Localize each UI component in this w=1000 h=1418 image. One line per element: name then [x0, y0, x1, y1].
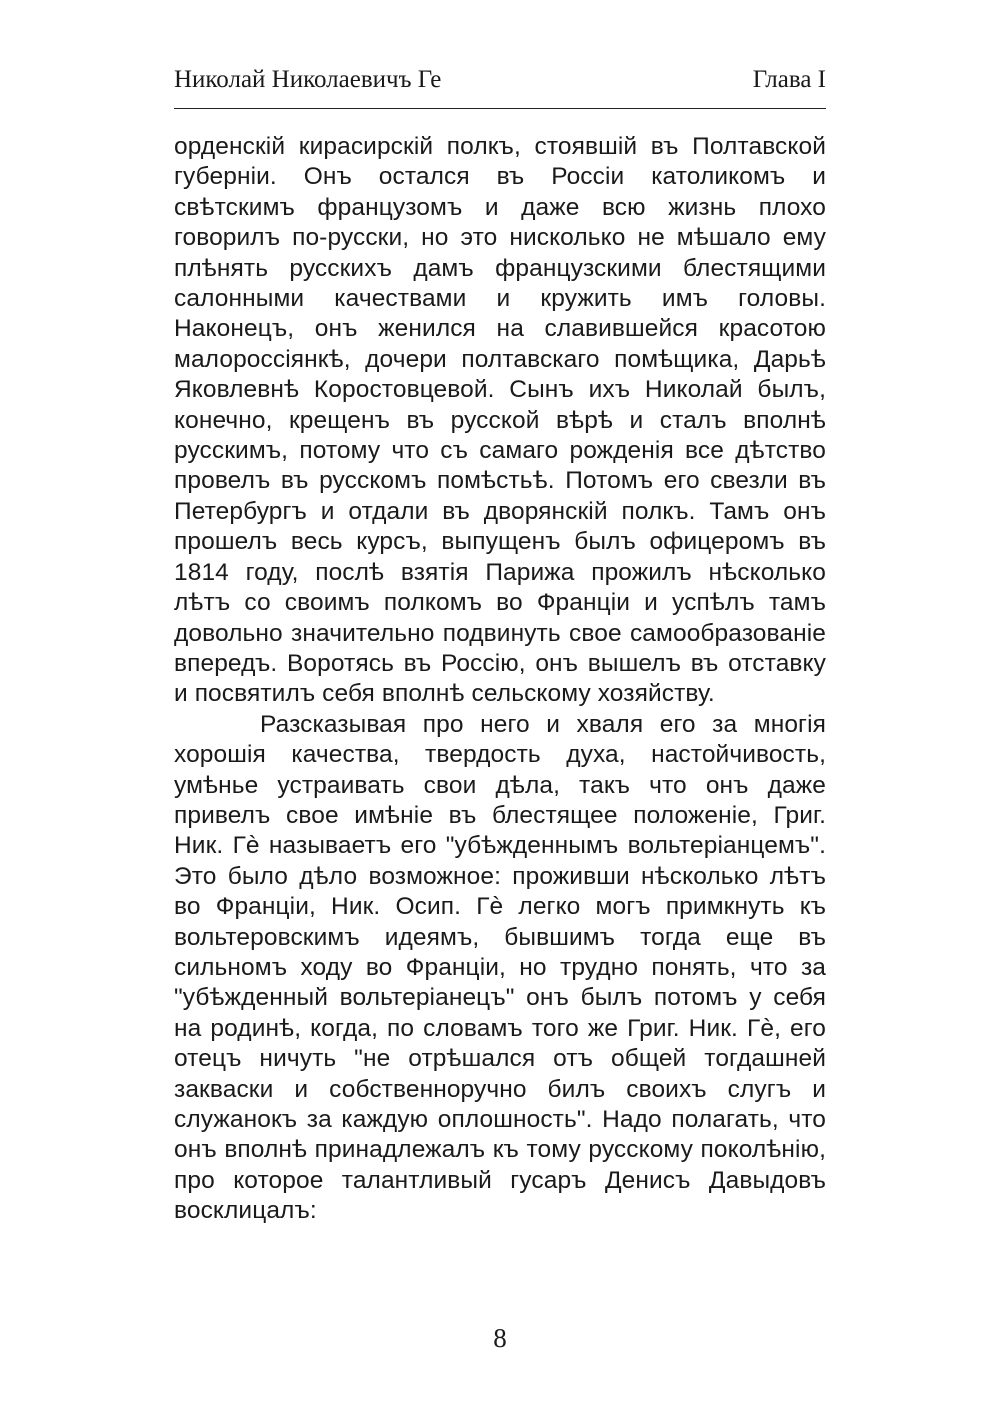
- page-number: 8: [493, 1323, 507, 1353]
- body-text: [174, 132, 826, 1227]
- paragraph-continued: орденскій кирасирскій полкъ, стоявшій въ Полтавской губерніи. Онъ остался въ Россіи католикомъ и свѣтскимъ французомъ и даже всю жизнь плохо говорилъ по-русски, но это нисколько не мѣшало ему плѣнять русскихъ дамъ французскими блестящими салонными качествами и кружить имъ головы. Наконецъ, онъ женился на славившейся красотою малороссіянкѣ, дочери полтавскаго помѣщика, Дарьѣ Яковлевнѣ Коростовцевой. Сынъ ихъ Николай былъ, конечно, крещенъ въ русской вѣрѣ и сталъ вполнѣ русскимъ, потому что съ самаго рожденія все дѣтство провелъ въ русскомъ помѣстьѣ. Потомъ его свезли въ Петербургъ и отдали въ дворянскій полкъ. Тамъ онъ прошелъ весь курсъ, выпущенъ былъ офицеромъ въ 1814 году, послѣ взятія Парижа прожилъ нѣсколько лѣтъ со своимъ полкомъ во Франціи и успѣлъ тамъ довольно значительно подвинуть свое самообразованіе впередъ. Воротясь въ Россію, онъ вышелъ въ отставку и посвятилъ себя вполнѣ сельскому хозяйству.: [174, 133, 826, 708]
- running-header: [174, 64, 826, 96]
- paragraph: Разсказывая про него и хваля его за многія хорошія качества, твердость духа, настойчивость, умѣнье устраивать свои дѣла, такъ что онъ даже привелъ свое имѣніе въ блестящее положеніе, Григ. Ник. Гè называетъ его "убѣжденнымъ вольтеріанцемъ". Это было дѣло возможное: проживши нѣсколько лѣтъ во Франціи, Ник. Осип. Гè легко могъ примкнуть къ вольтеровскимъ идеямъ, бывшимъ тогда еще въ сильномъ ходу во Франціи, но трудно понять, что за "убѣжденный вольтеріанецъ" онъ былъ потомъ у себя на родинѣ, когда, по словамъ того же Григ. Ник. Гè, его отецъ ничуть "не отрѣшался отъ общей тогдашней закваски и собственноручно билъ своихъ слугъ и служанокъ за каждую оплошность". Надо полагать, что онъ вполнѣ принадлежалъ къ тому русскому поколѣнію, про которое талантливый гусаръ Денисъ Давыдовъ восклицалъ:: [174, 710, 826, 1225]
- header-author: Николай Николаевичъ Ге: [174, 66, 442, 93]
- header-rule: [174, 108, 826, 109]
- header-chapter: Глава I: [752, 66, 826, 93]
